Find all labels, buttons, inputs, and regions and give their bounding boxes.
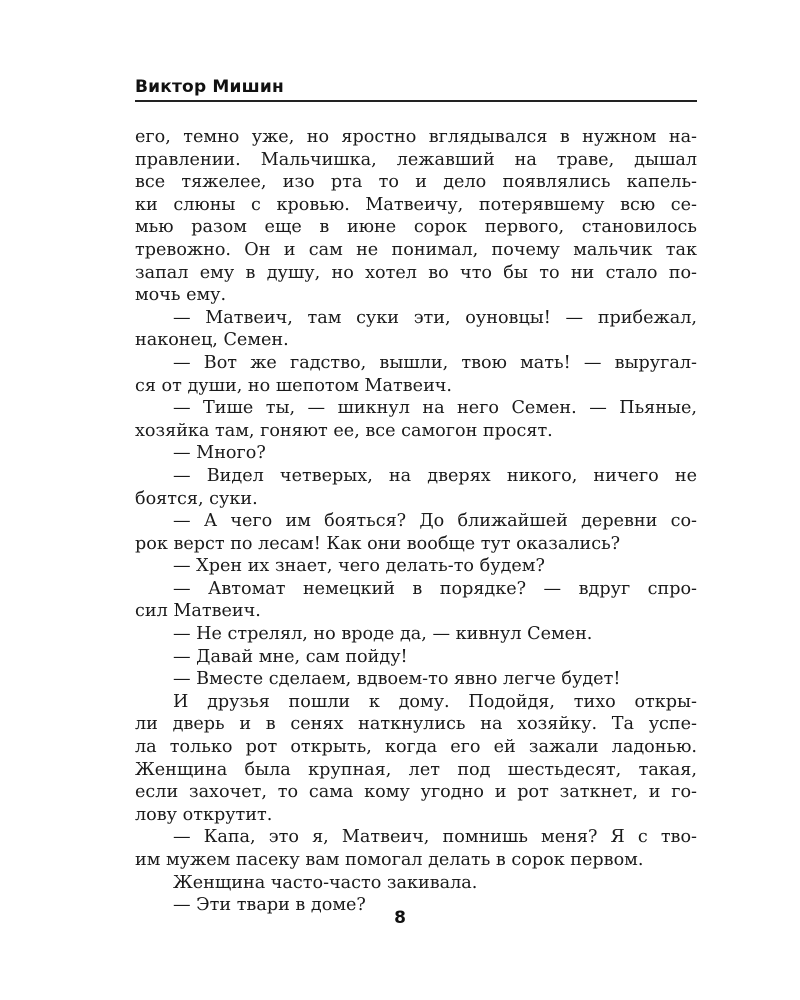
text-line: — Тише ты, — шикнул на него Семен. — Пьяные, xyxy=(173,398,697,419)
text-line: если захочет, то сама кому угодно и рот заткнет, и го- xyxy=(135,782,697,803)
text-line: лову открутит. xyxy=(135,804,273,825)
text-line: боятся, суки. xyxy=(135,488,258,509)
text-line: запал ему в душу, но хотел во что бы то ни стало по- xyxy=(135,262,697,283)
text-line: ла только рот открыть, когда его ей зажали ладонью. xyxy=(135,737,697,758)
text-line: — Эти твари в доме? xyxy=(173,895,366,916)
text-line: им мужем пасеку вам помогал делать в сорок первом. xyxy=(135,850,644,870)
text-line: ся от души, но шепотом Матвеич. xyxy=(135,375,453,396)
text-line: ли дверь и в сенях наткнулись на хозяйку. Та успе- xyxy=(135,714,697,735)
text-line: — Капа, это я, Матвеич, помнишь меня? Я с тво- xyxy=(173,827,697,848)
text-line: все тяжелее, изо рта то и дело появлялись капель- xyxy=(135,172,697,193)
body-text xyxy=(135,126,697,917)
running-head xyxy=(135,76,697,102)
text-line: — Не стрелял, но вроде да, — кивнул Семен. xyxy=(173,624,593,645)
text-line: сил Матвеич. xyxy=(135,601,261,622)
text-line: Женщина была крупная, лет под шестьдесят, такая, xyxy=(135,759,697,780)
text-line: правлении. Мальчишка, лежавший на траве, дышал xyxy=(135,149,697,170)
text-line: — Вместе сделаем, вдвоем-то явно легче будет! xyxy=(173,669,621,690)
text-line: — А чего им бояться? До ближайшей деревни со- xyxy=(173,511,697,532)
text-line: наконец, Семен. xyxy=(135,330,289,351)
text-line: — Много? xyxy=(173,443,266,464)
text-line: тревожно. Он и сам не понимал, почему мальчик так xyxy=(135,239,697,260)
text-line: — Хрен их знает, чего делать-то будем? xyxy=(173,556,545,577)
text-line: хозяйка там, гоняют ее, все самогон просят. xyxy=(135,420,553,441)
text-line: мочь ему. xyxy=(135,285,227,306)
text-line: ки слюны с кровью. Матвеичу, потерявшему всю се- xyxy=(135,194,697,215)
page-number: 8 xyxy=(394,908,406,928)
text-line: мью разом еще в июне сорок первого, становилось xyxy=(135,217,697,238)
header-rule xyxy=(135,100,697,102)
text-line: — Давай мне, сам пойду! xyxy=(173,646,408,667)
text-line: — Видел четверых, на дверях никого, ничего не xyxy=(173,465,697,486)
text-line: И друзья пошли к дому. Подойдя, тихо откры- xyxy=(173,691,697,712)
author-name: Виктор Мишин xyxy=(135,77,284,97)
text-line: — Автомат немецкий в порядке? — вдруг спро- xyxy=(173,578,697,599)
text-line: его, темно уже, но яростно вглядывался в нужном на- xyxy=(135,127,697,147)
text-line: рок верст по лесам! Как они вообще тут оказались? xyxy=(135,533,621,554)
text-line: Женщина часто-часто закивала. xyxy=(173,872,478,893)
text-line: — Матвеич, там суки эти, оуновцы! — прибежал, xyxy=(173,307,697,328)
text-line: — Вот же гадство, вышли, твою мать! — выругал- xyxy=(173,352,697,373)
